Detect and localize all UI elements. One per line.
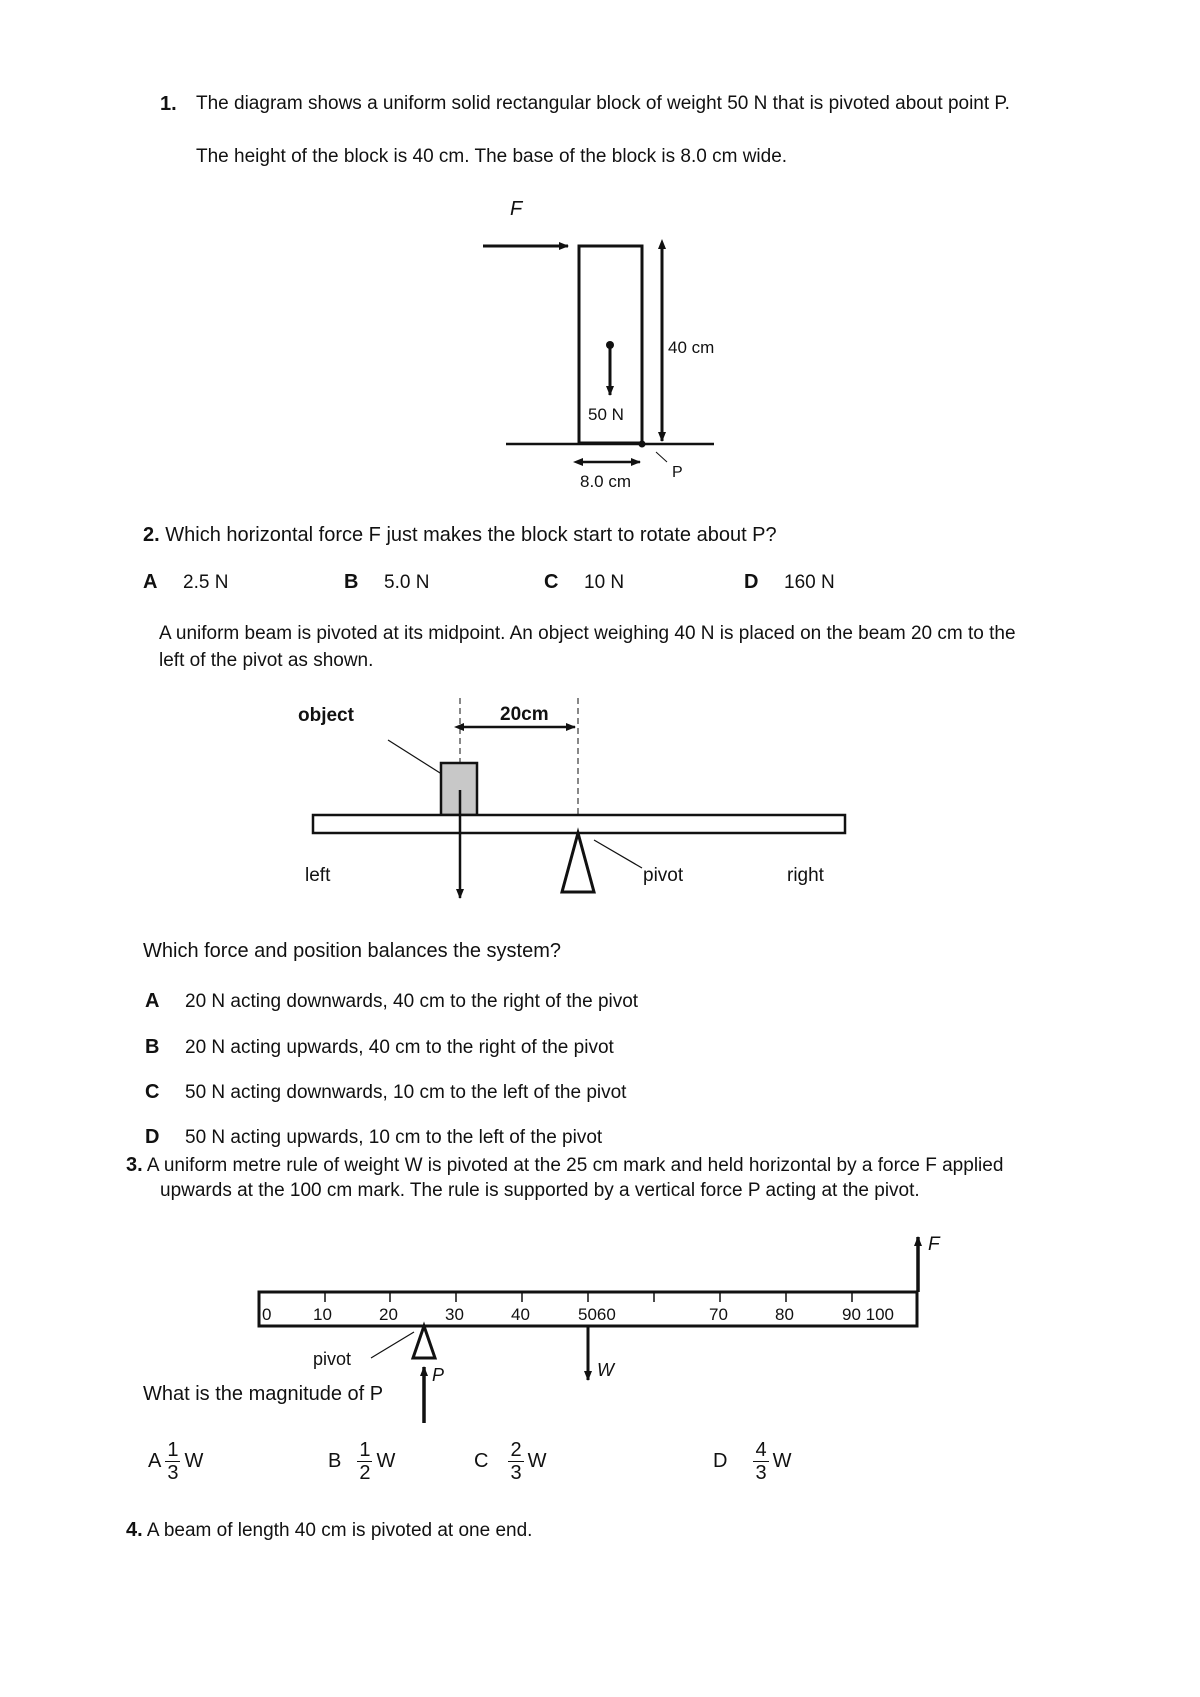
fraction-numerator: 2	[510, 1439, 522, 1461]
q3-pivot-triangle	[413, 1326, 435, 1358]
q2-right-label: right	[787, 865, 824, 886]
q2-distance-label: 20cm	[500, 704, 549, 725]
q2-option2-b-text: 20 N acting upwards, 40 cm to the right of the pivot	[185, 1037, 614, 1058]
q3-question: What is the magnitude of P	[143, 1383, 384, 1405]
q1-weight-label: 50 N	[588, 405, 624, 424]
tick-label: 70	[709, 1305, 728, 1324]
fraction-denominator: 3	[510, 1462, 522, 1484]
q3-option-b-suffix: W	[376, 1450, 396, 1472]
tick-label: 80	[775, 1305, 794, 1324]
q3-option-b[interactable]	[328, 1440, 395, 1483]
q2-option-b-letter: B	[344, 571, 359, 593]
q3-option-a-suffix: W	[184, 1450, 204, 1472]
q2-left-label: left	[305, 865, 331, 886]
q3-option-a[interactable]	[148, 1440, 203, 1483]
q2-option-d-text: 160 N	[784, 572, 835, 593]
q2-option-c-text: 10 N	[584, 572, 625, 593]
tick-label: 0	[262, 1305, 272, 1324]
q2-question-text: Which horizontal force F just makes the block start to rotate about P?	[165, 524, 777, 546]
q4-number: 4.	[126, 1519, 143, 1541]
q3-pivot-label: pivot	[313, 1349, 352, 1369]
q2-pivot-label: pivot	[643, 865, 684, 886]
q2-option2-a-letter: A	[145, 990, 160, 1012]
q3-line1: A uniform metre rule of weight W is pivoted at the 25 cm mark and held horizontal by a force F applied	[146, 1155, 1004, 1176]
q4-text	[126, 1520, 532, 1540]
q1-height-label: 40 cm	[668, 338, 715, 357]
q1-text-line2: The height of the block is 40 cm. The base of the block is 8.0 cm wide.	[196, 146, 788, 167]
q2-intro-line1: A uniform beam is pivoted at its midpoint. An object weighing 40 N is placed on the beam 20 cm to the	[159, 623, 1016, 644]
q3-option-d-letter: D	[713, 1450, 728, 1472]
q2-option2-a-text: 20 N acting downwards, 40 cm to the right of the pivot	[185, 991, 639, 1012]
q3-force-p-label: P	[432, 1365, 445, 1385]
q2-option2-c-text: 50 N acting downwards, 10 cm to the left of the pivot	[185, 1082, 627, 1103]
fraction-numerator: 1	[359, 1439, 371, 1461]
q2-option-d-letter: D	[744, 571, 759, 593]
q2-option2-d-text: 50 N acting upwards, 10 cm to the left of the pivot	[185, 1127, 603, 1148]
q3-option-d-suffix: W	[772, 1450, 792, 1472]
q1-force-label: F	[510, 198, 523, 220]
q3-option-a-letter: A	[148, 1450, 162, 1472]
fraction-numerator: 1	[167, 1439, 179, 1461]
q3-weight-label: W	[597, 1360, 614, 1380]
fraction-numerator: 4	[755, 1439, 767, 1461]
q3-option-d-fraction	[753, 1440, 768, 1483]
q3-option-c-fraction	[508, 1440, 523, 1483]
q3-option-c[interactable]	[474, 1440, 546, 1483]
q3-option-c-suffix: W	[527, 1450, 547, 1472]
q3-text-line2: upwards at the 100 cm mark. The rule is supported by a vertical force P acting at the pivot.	[160, 1180, 920, 1201]
q2-option2-b-letter: B	[145, 1036, 160, 1058]
q3-pivot-leader	[371, 1332, 414, 1358]
tick-label: 40	[511, 1305, 530, 1324]
q3-option-d[interactable]	[713, 1440, 791, 1483]
q2-intro-line2: left of the pivot as shown.	[159, 650, 374, 671]
tick-label: 20	[379, 1305, 398, 1324]
q4-line: A beam of length 40 cm is pivoted at one end.	[146, 1520, 533, 1541]
q2-question2: Which force and position balances the system?	[143, 940, 561, 962]
q2-option-a-letter: A	[143, 571, 158, 593]
q1-number: 1.	[160, 93, 177, 115]
tick-label: 10	[313, 1305, 332, 1324]
q3-option-b-fraction	[357, 1440, 372, 1483]
fraction-denominator: 3	[755, 1462, 767, 1484]
q2-number: 2.	[143, 524, 160, 546]
fraction-denominator: 2	[359, 1462, 371, 1484]
q1-text-line1: The diagram shows a uniform solid rectangular block of weight 50 N that is pivoted about point P.	[196, 93, 1010, 114]
q3-force-f-label: F	[928, 1234, 940, 1255]
q1-pivot-label: P	[672, 464, 683, 481]
tick-label: 30	[445, 1305, 464, 1324]
q3-option-a-fraction	[165, 1440, 180, 1483]
q2-option-a-text: 2.5 N	[183, 572, 229, 593]
tick-label: 5060	[578, 1305, 616, 1324]
q3-option-c-letter: C	[474, 1450, 489, 1472]
q3-number: 3.	[126, 1154, 143, 1176]
q2-option-c-letter: C	[544, 571, 559, 593]
fraction-denominator: 3	[167, 1462, 179, 1484]
q1-base-label: 8.0 cm	[580, 472, 632, 491]
tick-label: 90 100	[842, 1305, 894, 1324]
q2-option2-d-letter: D	[145, 1126, 160, 1148]
q2-option-b-text: 5.0 N	[384, 572, 430, 593]
q3-option-b-letter: B	[328, 1450, 342, 1472]
q2-object-label: object	[298, 705, 354, 726]
q2-option2-c-letter: C	[145, 1081, 160, 1103]
